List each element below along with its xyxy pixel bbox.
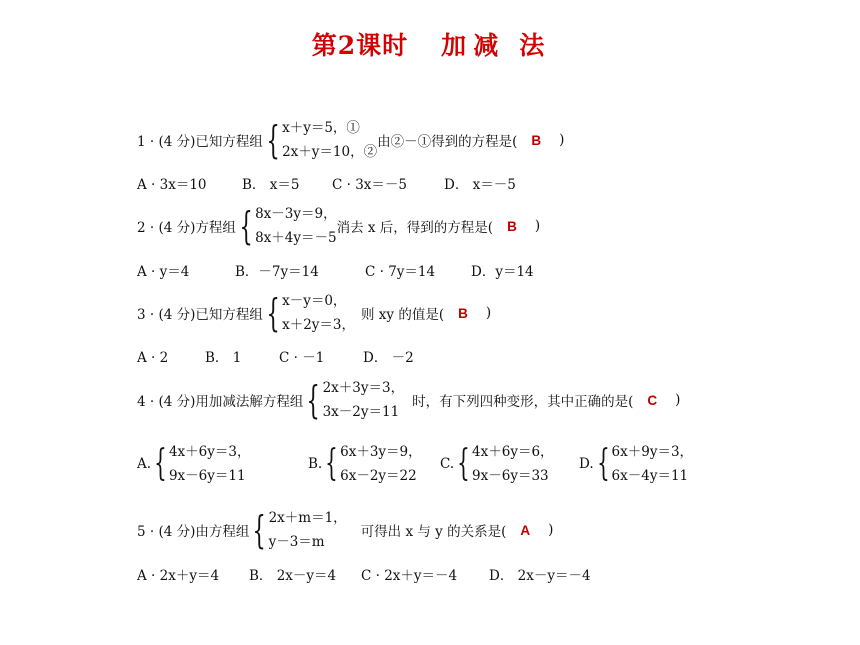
- question-4: [137, 376, 680, 424]
- q2-prefix: 2 · (4 分)方程组: [137, 220, 236, 236]
- title-char-2: 减: [473, 31, 500, 60]
- q3-system: [282, 289, 355, 337]
- q1-eq-2: 2x＋y＝10，②: [282, 144, 378, 160]
- q1-answer: B: [531, 132, 542, 148]
- q4-option-b-label: B.: [308, 456, 323, 472]
- brace-icon: {: [266, 291, 280, 335]
- q1-option-b: B． x＝5: [242, 177, 300, 193]
- q3-option-b: B． 1: [205, 350, 242, 366]
- question-5: [137, 506, 553, 554]
- q4-system: [323, 376, 405, 424]
- q5-close: ): [548, 522, 554, 538]
- q3-option-a: A · 2: [137, 350, 169, 366]
- q4-close: ): [675, 392, 681, 408]
- q5-option-b: B． 2x－y＝4: [249, 568, 337, 584]
- lesson-title: [0, 26, 860, 62]
- q3-eq-2: x＋2y＝3，: [282, 317, 355, 333]
- q5-option-d: D． 2x－y＝－4: [489, 568, 591, 584]
- title-char-3: 法: [519, 31, 546, 60]
- q2-close: ): [534, 218, 541, 234]
- q4-a-eq-1: 4x＋6y＝3，: [168, 444, 251, 460]
- brace-icon: {: [252, 508, 267, 552]
- q1-close: ): [559, 132, 565, 148]
- q4-b-eq-2: 6x－2y＝22: [340, 468, 417, 484]
- q2-eq-2: 8x＋4y＝－5: [255, 230, 337, 246]
- brace-icon: {: [154, 443, 167, 484]
- q2-option-b: B．－7y＝14: [235, 264, 319, 280]
- q4-option-a-system: [169, 440, 251, 488]
- q4-option-b: [308, 440, 422, 488]
- q2-option-c: C · 7y＝14: [365, 264, 436, 280]
- q4-c-eq-1: 4x＋6y＝6，: [472, 444, 554, 460]
- q4-eq-1: 2x＋3y＝3，: [322, 380, 405, 396]
- q5-option-a: A · 2x＋y＝4: [137, 568, 220, 584]
- q4-option-a: [137, 440, 250, 488]
- q5-eq-2: y－3＝m: [268, 534, 325, 550]
- q1-option-a: A · 3x＝10: [137, 177, 207, 193]
- q4-d-eq-1: 6x＋9y＝3，: [611, 444, 694, 460]
- q4-option-d: [579, 440, 693, 488]
- q5-options: [137, 564, 591, 584]
- q2-option-d: D．y＝14: [471, 264, 534, 280]
- q2-suffix: 消去 x 后，得到的方程是(: [336, 220, 494, 236]
- q4-prefix: 4 · (4 分)用加减法解方程组: [137, 394, 304, 410]
- q3-answer: B: [458, 305, 468, 321]
- q4-suffix: 时，有下列四种变形，其中正确的是(: [412, 394, 634, 410]
- q5-answer: A: [520, 522, 531, 538]
- q2-system: [255, 202, 337, 250]
- q2-answer: B: [507, 218, 517, 234]
- q1-options: [137, 173, 516, 193]
- q5-option-c: C · 2x＋y＝－4: [361, 568, 458, 584]
- q5-prefix: 5 · (4 分)由方程组: [137, 524, 250, 540]
- brace-icon: {: [306, 378, 321, 422]
- q4-a-eq-2: 9x－6y＝11: [168, 468, 246, 484]
- q3-prefix: 3 · (4 分)已知方程组: [137, 307, 263, 323]
- brace-icon: {: [325, 443, 338, 484]
- q3-option-c: C · －1: [279, 350, 325, 366]
- q2-options: [137, 260, 534, 280]
- q4-option-c: [440, 440, 554, 488]
- q2-option-a: A · y＝4: [137, 264, 190, 280]
- q4-answer: C: [647, 392, 658, 408]
- q1-option-d: D． x＝－5: [444, 177, 516, 193]
- q1-prefix: 1 · (4 分)已知方程组: [137, 134, 263, 150]
- brace-icon: {: [596, 443, 610, 484]
- q4-c-eq-2: 9x－6y＝33: [472, 468, 549, 484]
- brace-icon: {: [457, 443, 470, 484]
- q4-option-d-label: D.: [579, 456, 594, 472]
- q4-option-b-system: [340, 440, 422, 488]
- q5-eq-1: 2x＋m＝1，: [268, 510, 347, 526]
- brace-icon: {: [266, 118, 280, 162]
- q4-option-c-label: C.: [440, 456, 455, 472]
- q2-eq-1: 8x－3y＝9，: [255, 206, 337, 222]
- q4-option-c-system: [472, 440, 554, 488]
- lesson-number: 第2课时: [311, 31, 409, 60]
- q4-eq-2: 3x－2y＝11: [322, 404, 400, 420]
- brace-icon: {: [239, 204, 253, 248]
- q1-suffix: 由②－①得到的方程是(: [377, 134, 518, 150]
- q3-suffix: 则 xy 的值是(: [361, 307, 445, 323]
- q3-close: ): [485, 305, 492, 321]
- q4-option-a-label: A.: [137, 456, 152, 472]
- q1-system: [282, 116, 377, 164]
- q1-eq-1: x＋y＝5，①: [282, 120, 360, 136]
- q5-system: [269, 506, 347, 554]
- question-2: [137, 202, 540, 250]
- q5-suffix: 可得出 x 与 y 的关系是(: [360, 524, 507, 540]
- q3-options: [137, 346, 414, 366]
- question-3: [137, 289, 491, 337]
- q3-eq-1: x－y＝0，: [282, 293, 347, 309]
- question-1: [137, 116, 564, 164]
- title-char-1: 加: [441, 31, 468, 60]
- q4-option-d-system: [612, 440, 694, 488]
- q4-d-eq-2: 6x－4y＝11: [611, 468, 689, 484]
- q1-option-c: C · 3x＝－5: [332, 177, 407, 193]
- q4-b-eq-1: 6x＋3y＝9，: [340, 444, 422, 460]
- q3-option-d: D． －2: [363, 350, 414, 366]
